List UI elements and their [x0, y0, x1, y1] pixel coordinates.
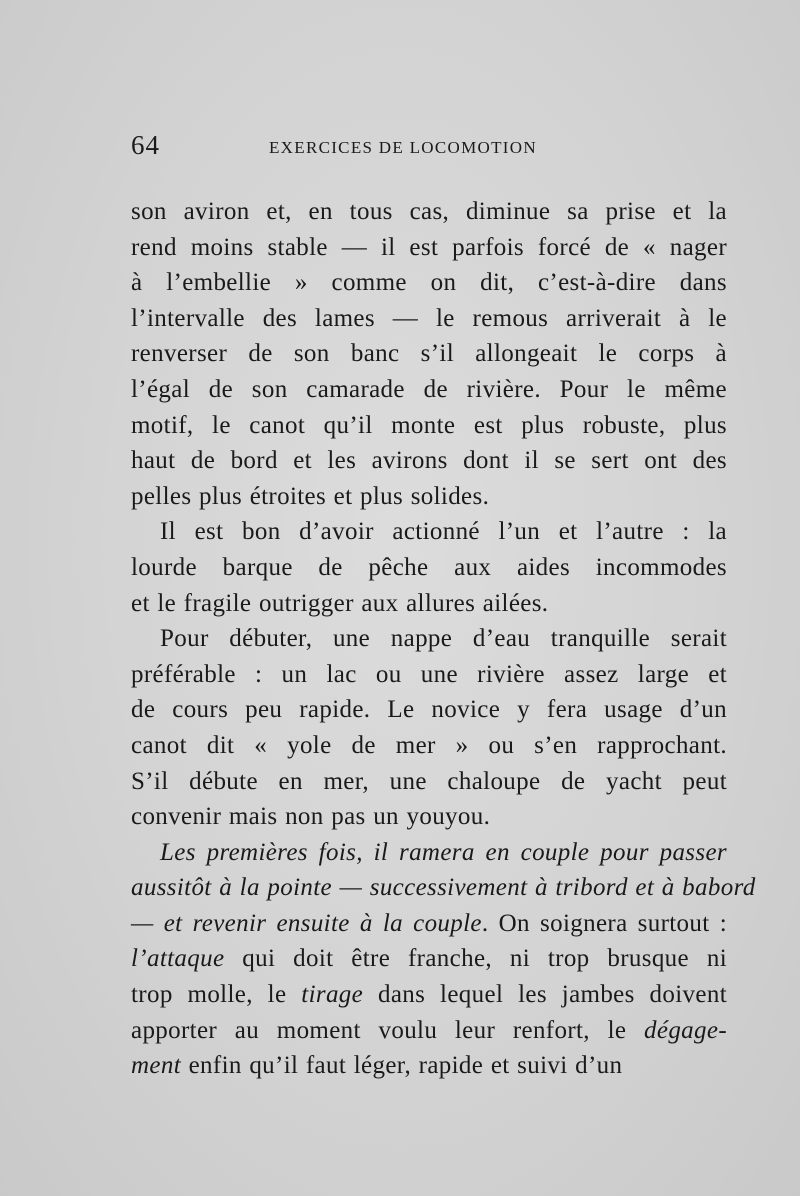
text-line [131, 799, 727, 835]
text-run: lourde barque de pêche aux aides incommodes [131, 553, 727, 581]
text-run: son aviron et, en tous cas, diminue sa prise et la [131, 198, 727, 225]
text-run: canot dit « yole de mer » ou s’en rapprochant. [131, 731, 727, 759]
italic-text: tirage [301, 981, 364, 1009]
text-run: . On soignera surtout : [481, 909, 727, 937]
text-run: préférable : un lac ou une rivière assez large et [131, 660, 727, 688]
text-line [131, 336, 727, 372]
text-line [131, 479, 727, 515]
paragraph [131, 835, 756, 1084]
text-line [131, 1013, 727, 1049]
text-run: apporter au moment voulu leur renfort, le [131, 1016, 645, 1044]
italic-text: aussitôt à la pointe — successivement à tribord et à babord [131, 874, 756, 902]
text-line [131, 657, 727, 693]
paragraph [131, 194, 727, 514]
italic-text: ment [131, 1052, 181, 1080]
text-line [131, 372, 727, 408]
paragraph [131, 514, 727, 621]
text-line [131, 194, 727, 230]
text-line [131, 835, 727, 871]
text-run: pelles plus étroites et plus solides. [131, 482, 490, 510]
italic-text: — et revenir ensuite à la couple [131, 909, 482, 937]
text-line [131, 265, 727, 301]
text-line [131, 941, 727, 977]
text-run: à l’embellie » comme on dit, c’est-à-dire dans [131, 269, 727, 297]
text-run: Il est bon d’avoir actionné l’un et l’autre : la [160, 518, 727, 546]
page-number: 64 [131, 130, 160, 160]
text-run: de cours peu rapide. Le novice y fera usage d’un [131, 696, 727, 724]
text-run: rend moins stable — il est parfois forcé de « nager [131, 233, 727, 261]
italic-text: dégage- [644, 1016, 727, 1044]
text-line [131, 230, 727, 266]
text-line [131, 906, 727, 942]
text-line [131, 408, 727, 444]
page-header [131, 130, 731, 170]
text-run: l’égal de son camarade de rivière. Pour le même [131, 375, 727, 403]
running-title: EXERCICES DE LOCOMOTION [269, 138, 537, 157]
text-line [131, 514, 727, 550]
text-line [131, 550, 727, 586]
text-line [131, 977, 727, 1013]
text-line [131, 692, 727, 728]
text-run: S’il débute en mer, une chaloupe de yacht peut [131, 767, 727, 795]
text-line [131, 764, 727, 800]
text-run: Pour débuter, une nappe d’eau tranquille serait [160, 625, 727, 653]
text-run: motif, le canot qu’il monte est plus robuste, plus [131, 411, 727, 439]
text-run: trop molle, le [131, 981, 302, 1009]
text-run: dans lequel les jambes doivent [363, 981, 727, 1009]
text-line [131, 621, 727, 657]
text-run: haut de bord et les avirons dont il se sert ont des [131, 447, 727, 475]
italic-text: Les premières fois, il ramera en couple pour passer [160, 838, 727, 866]
paragraph [131, 621, 727, 835]
text-run: renverser de son banc s’il allongeait le corps à [131, 340, 727, 368]
text-run: et le fragile outrigger aux allures ailées. [131, 589, 549, 617]
text-line [131, 728, 727, 764]
text-run: qui doit être franche, ni trop brusque ni [224, 945, 727, 973]
text-line [131, 1048, 727, 1084]
text-line [131, 301, 727, 337]
text-line [131, 586, 727, 622]
text-line [131, 443, 727, 479]
text-run: l’intervalle des lames — le remous arriverait à le [131, 304, 727, 332]
text-run: enfin qu’il faut léger, rapide et suivi d’un [181, 1052, 623, 1080]
text-line [131, 870, 756, 906]
text-run: convenir mais non pas un youyou. [131, 803, 491, 831]
italic-text: l’attaque [131, 945, 225, 973]
body-text [131, 194, 756, 1084]
